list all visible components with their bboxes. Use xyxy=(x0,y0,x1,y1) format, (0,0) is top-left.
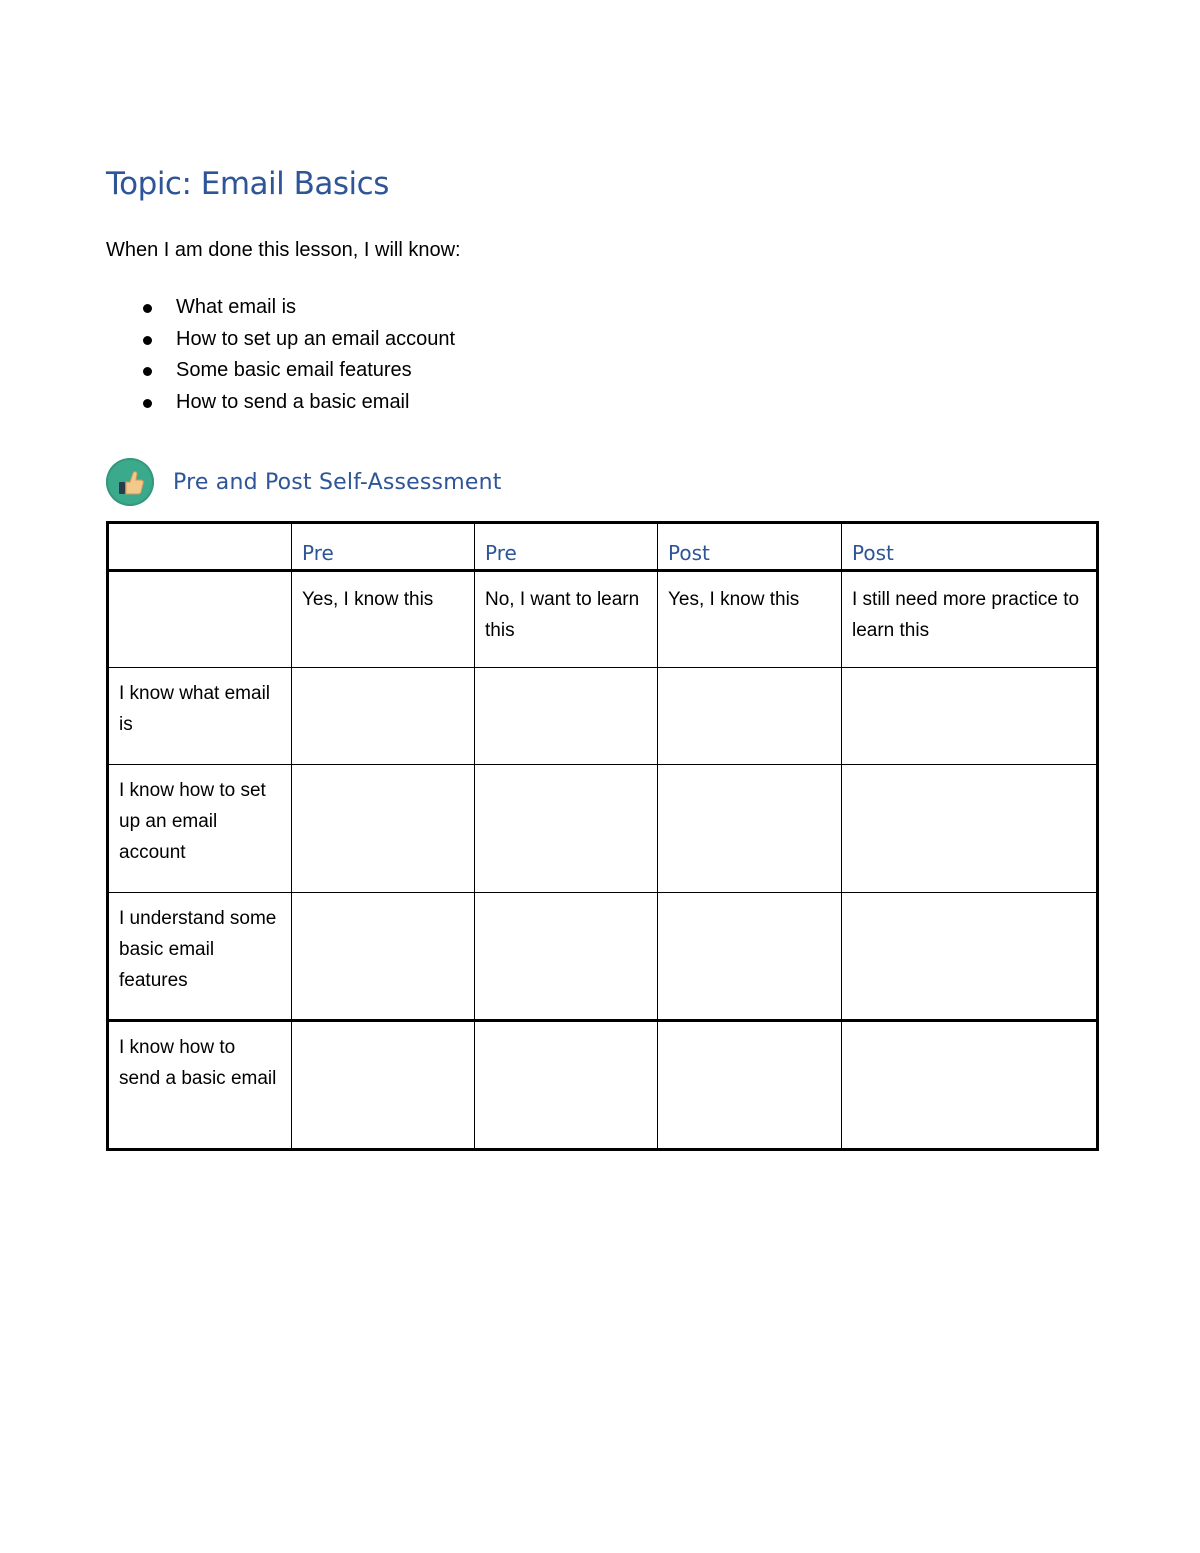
thumbs-up-icon xyxy=(106,458,154,506)
header-cell-post: Post xyxy=(842,523,1098,571)
answer-cell[interactable] xyxy=(475,765,658,893)
row-label: I know how to set up an email account xyxy=(108,765,292,893)
response-cell: No, I want to learn this xyxy=(475,571,658,668)
answer-cell[interactable] xyxy=(658,1021,842,1150)
list-item xyxy=(106,387,455,419)
answer-cell[interactable] xyxy=(842,893,1098,1021)
bullet-icon xyxy=(143,367,152,376)
list-item xyxy=(106,324,455,356)
answer-cell[interactable] xyxy=(292,765,475,893)
response-cell: Yes, I know this xyxy=(292,571,475,668)
answer-cell[interactable] xyxy=(842,1021,1098,1150)
table-header-row xyxy=(108,523,1098,571)
bullet-icon xyxy=(143,399,152,408)
answer-cell[interactable] xyxy=(658,893,842,1021)
section-heading xyxy=(106,457,502,507)
response-cell: Yes, I know this xyxy=(658,571,842,668)
table-row xyxy=(108,1021,1098,1150)
header-cell-blank xyxy=(108,523,292,571)
answer-cell[interactable] xyxy=(475,1021,658,1150)
row-label: I understand some basic email features xyxy=(108,893,292,1021)
response-cell: I still need more practice to learn this xyxy=(842,571,1098,668)
self-assessment-table xyxy=(106,521,1099,1151)
objective-text: How to send a basic email xyxy=(176,391,410,414)
answer-cell[interactable] xyxy=(292,893,475,1021)
row-label: I know what email is xyxy=(108,668,292,765)
section-title: Pre and Post Self-Assessment xyxy=(173,469,502,495)
answer-cell[interactable] xyxy=(842,765,1098,893)
answer-cell[interactable] xyxy=(658,668,842,765)
response-header-row xyxy=(108,571,1098,668)
intro-text: When I am done this lesson, I will know: xyxy=(106,239,461,261)
answer-cell[interactable] xyxy=(292,668,475,765)
bullet-icon xyxy=(143,304,152,313)
table-row xyxy=(108,765,1098,893)
answer-cell[interactable] xyxy=(658,765,842,893)
table-row xyxy=(108,893,1098,1021)
answer-cell[interactable] xyxy=(475,668,658,765)
header-cell-pre: Pre xyxy=(292,523,475,571)
bullet-icon xyxy=(143,336,152,345)
objectives-list xyxy=(106,292,455,419)
row-label: I know how to send a basic email xyxy=(108,1021,292,1150)
header-cell-post: Post xyxy=(658,523,842,571)
objective-text: What email is xyxy=(176,296,297,318)
list-item xyxy=(106,355,455,387)
list-item xyxy=(106,292,455,324)
header-cell-pre: Pre xyxy=(475,523,658,571)
answer-cell[interactable] xyxy=(842,668,1098,765)
objective-text: How to set up an email account xyxy=(176,327,456,350)
response-cell-blank xyxy=(108,571,292,668)
table-row xyxy=(108,668,1098,765)
answer-cell[interactable] xyxy=(292,1021,475,1150)
page-title: Topic: Email Basics xyxy=(106,166,389,202)
objective-text: Some basic email features xyxy=(176,359,412,382)
answer-cell[interactable] xyxy=(475,893,658,1021)
